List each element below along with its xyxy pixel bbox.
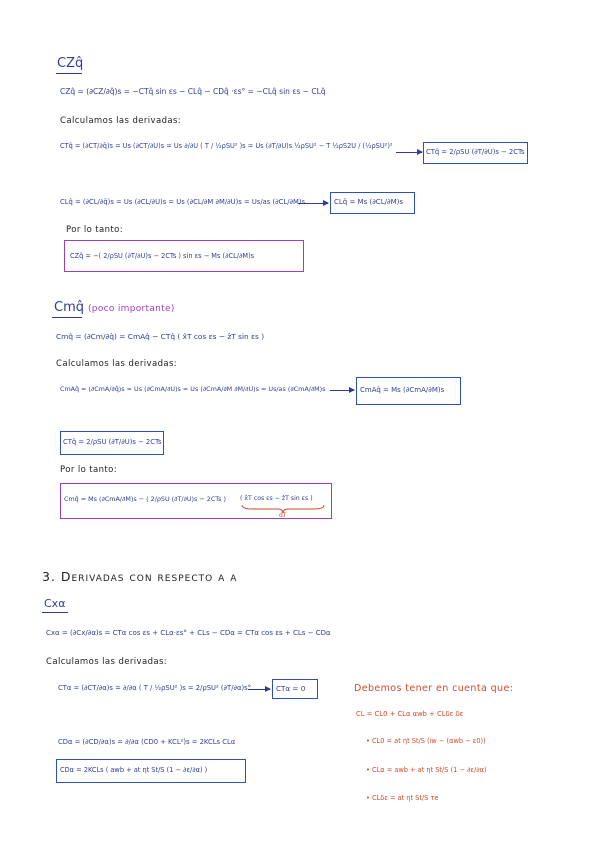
heading-underline [56,73,82,74]
cxa-definition-equation: Cxα = (∂Cx/∂α)s = CTα cos εs + CLα·εs° + CLs − CDα = CTα cos εs + CLs − CDα [46,629,331,637]
cda-result-text: CDα = 2KCLs ( awb + at ηt St/S (1 − ∂ε/∂α) ) [60,766,208,774]
cta-derivation-equation: CTα = (∂CT/∂α)s = ∂/∂α ( T / ½ρSU² )s = 2/ρSU² (∂T/∂α)s° [58,684,252,692]
cda-derivation-equation: CDα = (∂CD/∂α)s = ∂/∂α (CD0 + KCL²)s = 2KCLs CLα [58,738,236,746]
calc-label-alpha: Calculamos las derivadas: [46,657,168,667]
side-note-cl: CL = CL0 + CLα αwb + CLδε δε [356,710,464,718]
cmaq-derivation-equation: CmAq̂ = (∂CmA/∂q̂)s = Us (∂CmA/∂U)s = Us (∂CmA/∂M ∂M/∂U)s = Us/as (∂CmA/∂M)s [60,385,326,393]
arrow-to-cta-box [248,689,270,690]
clq-result-text: CLq̂ = Ms (∂CL/∂M)s [334,198,403,206]
side-note-title: Debemos tener en cuenta que: [354,683,514,694]
heading-underline-cmq [52,317,82,318]
arrow-to-ctq-box [396,152,422,153]
side-note-cl0: • CL0 = at ηt St/S (iw − (αwb − ε0)) [366,737,486,745]
arrow-to-cmaq-box [330,390,354,391]
cxa-heading-underline [42,612,68,613]
cmaq-result-text: CmAq̂ = Ms (∂CmA/∂M)s [360,386,445,394]
czq-final-result-text: CZq̂ = −( 2/ρSU (∂T/∂U)s − 2CTs ) sin εs − Ms (∂CL/∂M)s [70,252,255,260]
calc-label: Calculamos las derivadas: [60,116,182,126]
section-3-heading: 3. Derivadas con respecto a α [42,569,238,584]
poco-importante-note: (poco importante) [88,304,175,314]
ctq-derivation-equation: CTq̂ = (∂CT/∂q̂)s = Us (∂CT/∂U)s = Us ∂/∂U ( T / ½ρSU² )s = Us (∂T/∂U)s ½ρSU² − T ½ρS2U / (½ρSU²)² [60,142,393,150]
cmq-definition-equation: Cmq̂ = (∂Cm/∂q̂) = CmAq̂ − CTq̂ ( x̂T cos εs − ẑT sin εs ) [56,332,265,341]
cmq-final-result-text-a: Cmq̂ = Ms (∂CmA/∂M)s − ( 2/ρSU (∂T/∂U)s − 2CTs ) [64,495,226,503]
cmq-final-result-text-b: ( x̂T cos εs − ẑT sin εs ) [240,495,313,502]
por-lo-tanto-label: Por lo tanto: [66,225,124,235]
section-heading-cmq: Cmq̂ [54,300,84,315]
czq-definition-equation: CZq̂ = (∂CZ/∂q̂)s = −CTq̂ sin εs − CLq̂ − CDq̂ ·εs° = −CLq̂ sin εs − CLq̂ [60,87,326,96]
side-note-clde: • CLδε = at ηt St/S τe [366,794,439,802]
cta-result-text: CTα = 0 [276,684,306,693]
arrow-to-clq-box [298,203,328,204]
ctq-reminder-text: CTq̂ = 2/ρSU (∂T/∂U)s − 2CTs [63,438,162,446]
por-lo-tanto-label-cmq: Por lo tanto: [60,465,118,475]
calc-label-cmq: Calculamos las derivadas: [56,359,178,369]
ctq-result-text: CTq̂ = 2/ρSU (∂T/∂U)s − 2CTs [426,148,525,156]
clq-derivation-equation: CLq̂ = (∂CL/∂q̂)s = Us (∂CL/∂U)s = Us (∂CL/∂M ∂M/∂U)s = Us/as (∂CL/∂M)s [60,198,306,206]
side-note-cla: • CLα = awb + at ηt St/S (1 − ∂ε/∂α) [366,766,487,774]
brace-label: d̂T [279,512,287,519]
cxa-heading: Cxα [44,597,66,610]
section-heading-czq: CZq̂ [57,56,84,71]
